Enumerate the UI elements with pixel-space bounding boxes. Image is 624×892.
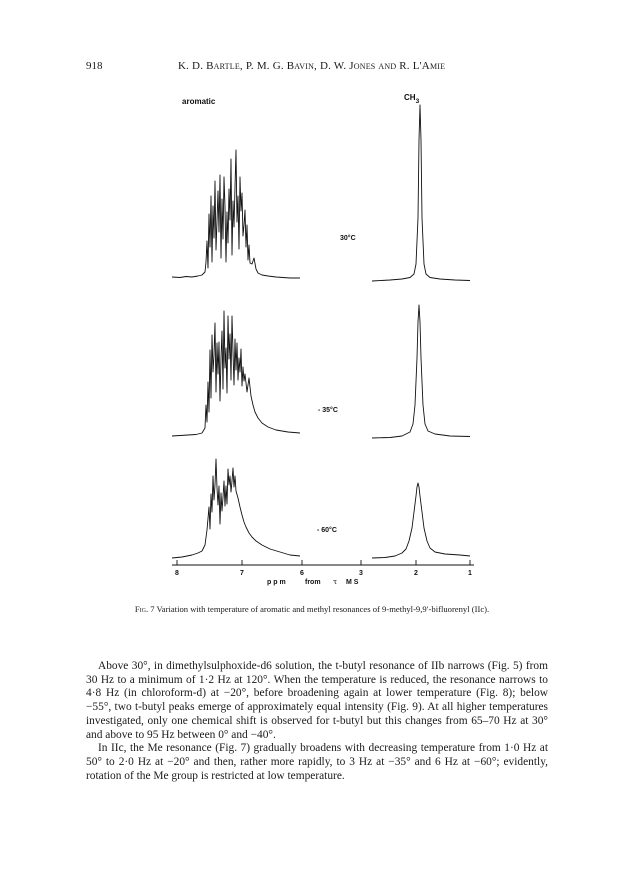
label-ch3 (404, 93, 420, 105)
aromatic-spectrum-minus35c (172, 311, 300, 436)
temperature-label-minus60c: - 60°C (317, 527, 337, 534)
tick-label-2: 2 (414, 570, 418, 577)
temperature-label-minus35c: - 35°C (318, 407, 338, 414)
label-ch3-base: CH (404, 93, 416, 102)
label-ch3-subscript: 3 (415, 98, 420, 105)
axis-title-ms: M S (346, 579, 359, 586)
page-number: 918 (86, 60, 103, 72)
axis-title-from: from (305, 579, 321, 586)
author-line: K. D. Bartle, P. M. G. Bavin, D. W. Jones and R. L'Amie (178, 60, 446, 72)
body-text (86, 660, 548, 783)
methyl-spectrum-30c (372, 105, 470, 281)
methyl-spectrum-minus60c (372, 483, 470, 558)
tick-label-8: 8 (175, 570, 179, 577)
aromatic-spectrum-minus60c (172, 459, 300, 558)
paragraph-1: Above 30°, in dimethylsulphoxide-d6 solution, the t-butyl resonance of IIb narrows (Fig. 5) from 30 Hz to a minimum of 1·2 Hz at 120°. When the temperature is reduced, the resonance narrows to 4·8 Hz (in chloroform-d) at −20°, before broadening again at lower temperature (Fig. 8); below −55°, two t-butyl peaks emerge of approximately equal intensity (Fig. 9). At all higher temperatures investigated, only one chemical shift is observed for t-butyl but this changes from 65–70 Hz at 30° and above to 95 Hz between 0° and −40°. (86, 660, 548, 741)
figure-caption-label: Fig. 7 (134, 604, 155, 614)
axis-title-tau: τ (333, 577, 338, 586)
tick-label-7: 7 (240, 570, 244, 577)
methyl-spectrum-minus35c (372, 305, 470, 438)
figure-caption-text: Variation with temperature of aromatic and methyl resonances of 9-methyl-9,9′-bifluorenyl (IIc). (156, 604, 490, 614)
label-aromatic: aromatic (182, 97, 216, 106)
tick-label-6: 6 (300, 570, 304, 577)
tick-label-1: 1 (468, 570, 472, 577)
axis-title-ppm: p p m (267, 579, 286, 586)
aromatic-spectrum-30c (172, 150, 300, 278)
figure-caption (112, 603, 512, 615)
tick-label-3: 3 (359, 570, 363, 577)
paragraph-2: In IIc, the Me resonance (Fig. 7) gradually broadens with decreasing temperature from 1·0 Hz at 50° to 2·0 Hz at −20° and then, rather more rapidly, to 3 Hz at −35° and 6 Hz at −60°; evidently, rotation of the Me group is restricted at low temperature. (86, 742, 548, 782)
temperature-label-30c: 30°C (340, 235, 356, 242)
